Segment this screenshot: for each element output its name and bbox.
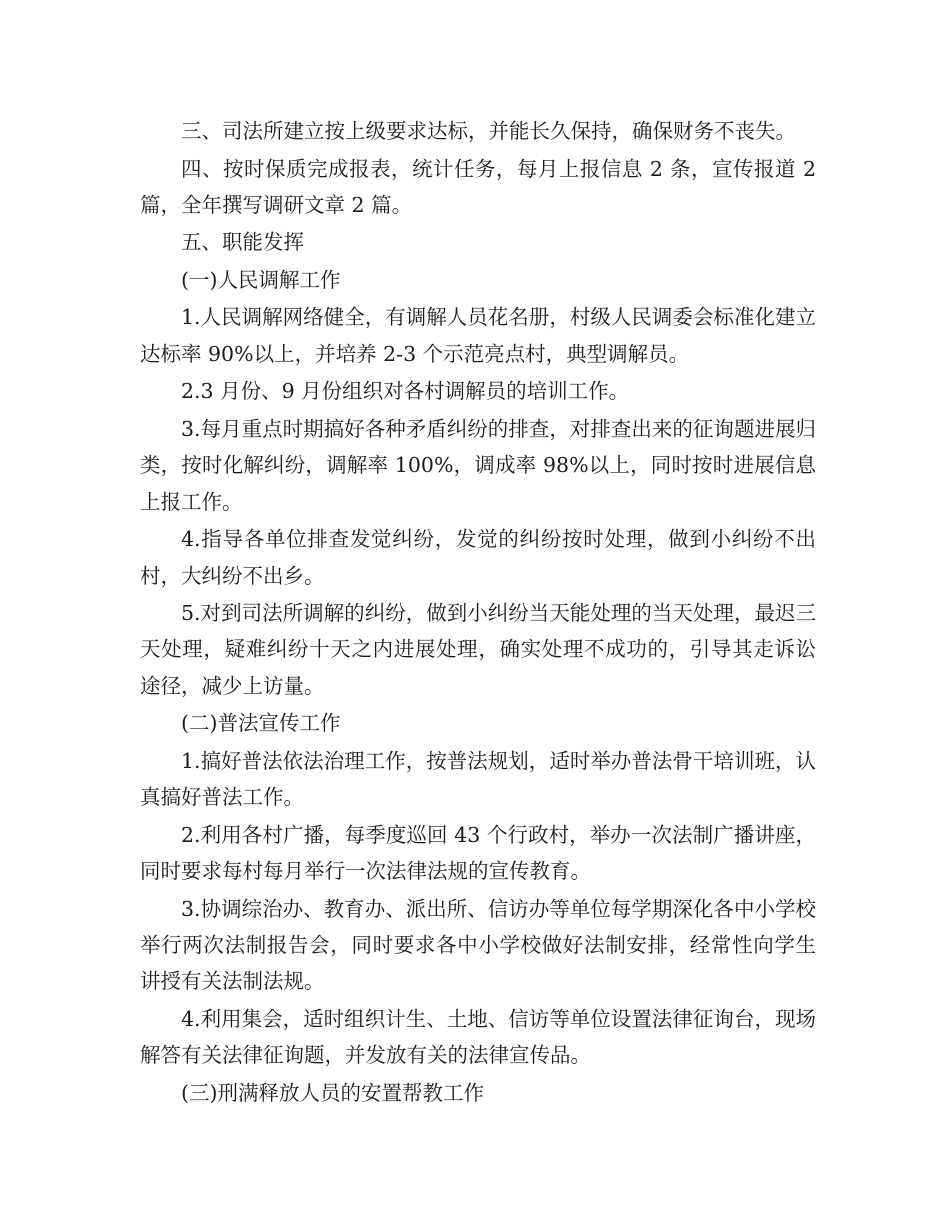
mediation-item-1: 1.人民调解网络健全，有调解人员花名册，村级人民调委会标准化建立达标率 90%以上，并培养 2-3 个示范亮点村，典型调解员。 [140, 305, 816, 366]
subsection-heading-released-persons: (三)刑满释放人员的安置帮教工作 [181, 1080, 484, 1105]
legal-education-item-2: 2.利用各村广播，每季度巡回 43 个行政村，举办一次法制广播讲座，同时要求每村每月举行一次法律法规的宣传教育。 [140, 822, 816, 884]
paragraph-item-3: 三、司法所建立按上级要求达标，并能长久保持，确保财务不丧失。 [181, 119, 796, 143]
subsection-heading-legal-education: (二)普法宣传工作 [181, 711, 341, 736]
legal-education-item-4: 4.利用集会，适时组织计生、土地、信访等单位设置法律征询台，现场解答有关法律征询题，并发放有关的法律宣传品。 [140, 1006, 816, 1068]
legal-education-item-1: 1.搞好普法依法治理工作，按普法规划，适时举办普法骨干培训班，认真搞好普法工作。 [140, 748, 816, 810]
section-heading-functions: 五、职能发挥 [181, 230, 304, 255]
mediation-item-5: 5.对到司法所调解的纠纷，做到小纠纷当天能处理的当天处理，最迟三天处理，疑难纠纷十天之内进展处理，确实处理不成功的，引导其走诉讼途径，减少上访量。 [140, 601, 816, 698]
subsection-heading-mediation: (一)人民调解工作 [181, 267, 341, 292]
paragraph-item-4: 四、按时保质完成报表，统计任务，每月上报信息 2 条，宣传报道 2 篇，全年撰写调研文章 2 篇。 [140, 156, 816, 217]
document-body [140, 113, 816, 1112]
mediation-item-3: 3.每月重点时期搞好各种矛盾纠纷的排查，对排查出来的征询题进展归类，按时化解纠纷，调解率 100%，调成率 98%以上，同时按时进展信息上报工作。 [140, 416, 816, 514]
mediation-item-4: 4.指导各单位排查发觉纠纷，发觉的纠纷按时处理，做到小纠纷不出村，大纠纷不出乡。 [140, 527, 816, 588]
legal-education-item-3: 3.协调综治办、教育办、派出所、信访办等单位每学期深化各中小学校举行两次法制报告会，同时要求各中小学校做好法制安排，经常性向学生讲授有关法制法规。 [140, 896, 816, 994]
mediation-item-2: 2.3 月份、9 月份组织对各村调解员的培训工作。 [181, 379, 630, 404]
